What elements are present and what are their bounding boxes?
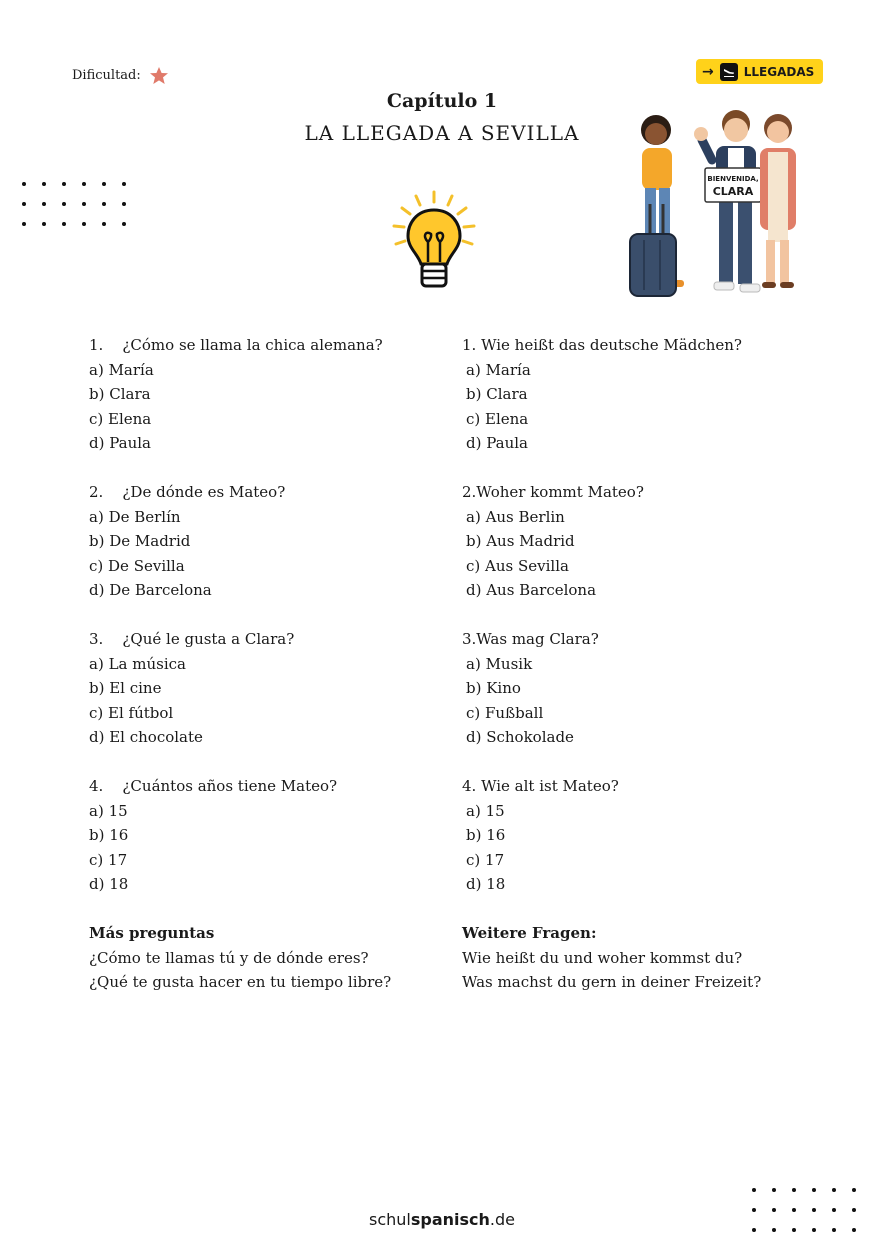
german-question-4 bbox=[462, 774, 822, 897]
option: d) 18 bbox=[466, 875, 506, 893]
option: d) Paula bbox=[89, 434, 151, 452]
option: b) De Madrid bbox=[89, 532, 191, 550]
spanish-question-2 bbox=[89, 480, 439, 603]
option: d) El chocolate bbox=[89, 728, 203, 746]
more-question: Was machst du gern in deiner Freizeit? bbox=[462, 973, 762, 991]
page-title: LA LLEGADA A SEVILLA bbox=[304, 121, 580, 145]
arrow-right-icon: → bbox=[702, 63, 714, 80]
spanish-question-1 bbox=[89, 333, 439, 456]
more-questions-title: Más preguntas bbox=[89, 924, 215, 942]
option: c) 17 bbox=[466, 850, 505, 869]
star-icon bbox=[149, 66, 169, 85]
option: c) Elena bbox=[466, 409, 529, 428]
option: c) Elena bbox=[89, 409, 152, 428]
option: c) De Sevilla bbox=[89, 556, 185, 575]
chapter-heading: Capítulo 1 bbox=[386, 90, 498, 112]
option: a) 15 bbox=[466, 801, 505, 820]
footer-suffix: .de bbox=[489, 1210, 515, 1229]
option: b) El cine bbox=[89, 679, 162, 697]
option: d) De Barcelona bbox=[89, 581, 212, 599]
option: a) Aus Berlin bbox=[466, 507, 565, 526]
dot-grid-bottom bbox=[752, 1188, 872, 1232]
option: d) Paula bbox=[466, 434, 528, 452]
footer-prefix: schul bbox=[369, 1210, 411, 1229]
plane-landing-icon bbox=[720, 63, 738, 81]
option: b) Clara bbox=[89, 385, 151, 403]
spanish-question-4 bbox=[89, 774, 439, 897]
german-question-1 bbox=[462, 333, 822, 456]
option: b) Clara bbox=[466, 385, 528, 403]
option: b) Aus Madrid bbox=[466, 532, 575, 550]
question-label: 1. ¿Cómo se llama la chica alemana? bbox=[89, 336, 383, 354]
option: c) Aus Sevilla bbox=[466, 556, 569, 575]
option: d) Schokolade bbox=[466, 728, 574, 746]
more-question: ¿Qué te gusta hacer en tu tiempo libre? bbox=[89, 973, 392, 991]
question-label: 2. ¿De dónde es Mateo? bbox=[89, 483, 286, 501]
option: a) 15 bbox=[89, 801, 128, 820]
option: b) 16 bbox=[89, 826, 129, 844]
question-label: 1. Wie heißt das deutsche Mädchen? bbox=[462, 336, 742, 354]
german-question-3 bbox=[462, 627, 822, 750]
german-more-questions bbox=[462, 921, 822, 995]
spanish-more-questions bbox=[89, 921, 439, 995]
arrivals-badge bbox=[696, 59, 823, 84]
option: c) El fútbol bbox=[89, 703, 174, 722]
dot-grid-top bbox=[22, 182, 142, 226]
german-column bbox=[462, 333, 822, 995]
arrivals-label: LLEGADAS bbox=[743, 64, 815, 79]
option: b) 16 bbox=[466, 826, 506, 844]
difficulty bbox=[72, 66, 169, 85]
more-question: ¿Cómo te llamas tú y de dónde eres? bbox=[89, 948, 369, 967]
more-question: Wie heißt du und woher kommst du? bbox=[462, 948, 743, 967]
footer-brand: spanisch bbox=[410, 1210, 490, 1229]
option: d) 18 bbox=[89, 875, 129, 893]
option: c) 17 bbox=[89, 850, 128, 869]
travelers-illustration bbox=[616, 100, 806, 305]
welcome-sign-line2: CLARA bbox=[712, 185, 754, 198]
question-label: 4. Wie alt ist Mateo? bbox=[462, 777, 619, 795]
lightbulb-icon bbox=[388, 190, 480, 294]
option: a) María bbox=[466, 360, 531, 379]
welcome-sign-line1: BIENVENIDA, bbox=[707, 175, 759, 183]
question-label: 2.Woher kommt Mateo? bbox=[462, 483, 644, 501]
question-label: 3. ¿Qué le gusta a Clara? bbox=[89, 630, 295, 648]
difficulty-label: Dificultad: bbox=[72, 68, 141, 83]
option: c) Fußball bbox=[466, 703, 544, 722]
spanish-column bbox=[89, 333, 439, 995]
option: a) La música bbox=[89, 654, 186, 673]
spanish-question-3 bbox=[89, 627, 439, 750]
option: a) De Berlín bbox=[89, 507, 181, 526]
more-questions-title: Weitere Fragen: bbox=[462, 924, 597, 942]
option: a) Musik bbox=[466, 654, 533, 673]
question-label: 3.Was mag Clara? bbox=[462, 630, 599, 648]
option: a) María bbox=[89, 360, 154, 379]
option: b) Kino bbox=[466, 679, 521, 697]
option: d) Aus Barcelona bbox=[466, 581, 597, 599]
german-question-2 bbox=[462, 480, 822, 603]
question-label: 4. ¿Cuántos años tiene Mateo? bbox=[89, 777, 338, 795]
